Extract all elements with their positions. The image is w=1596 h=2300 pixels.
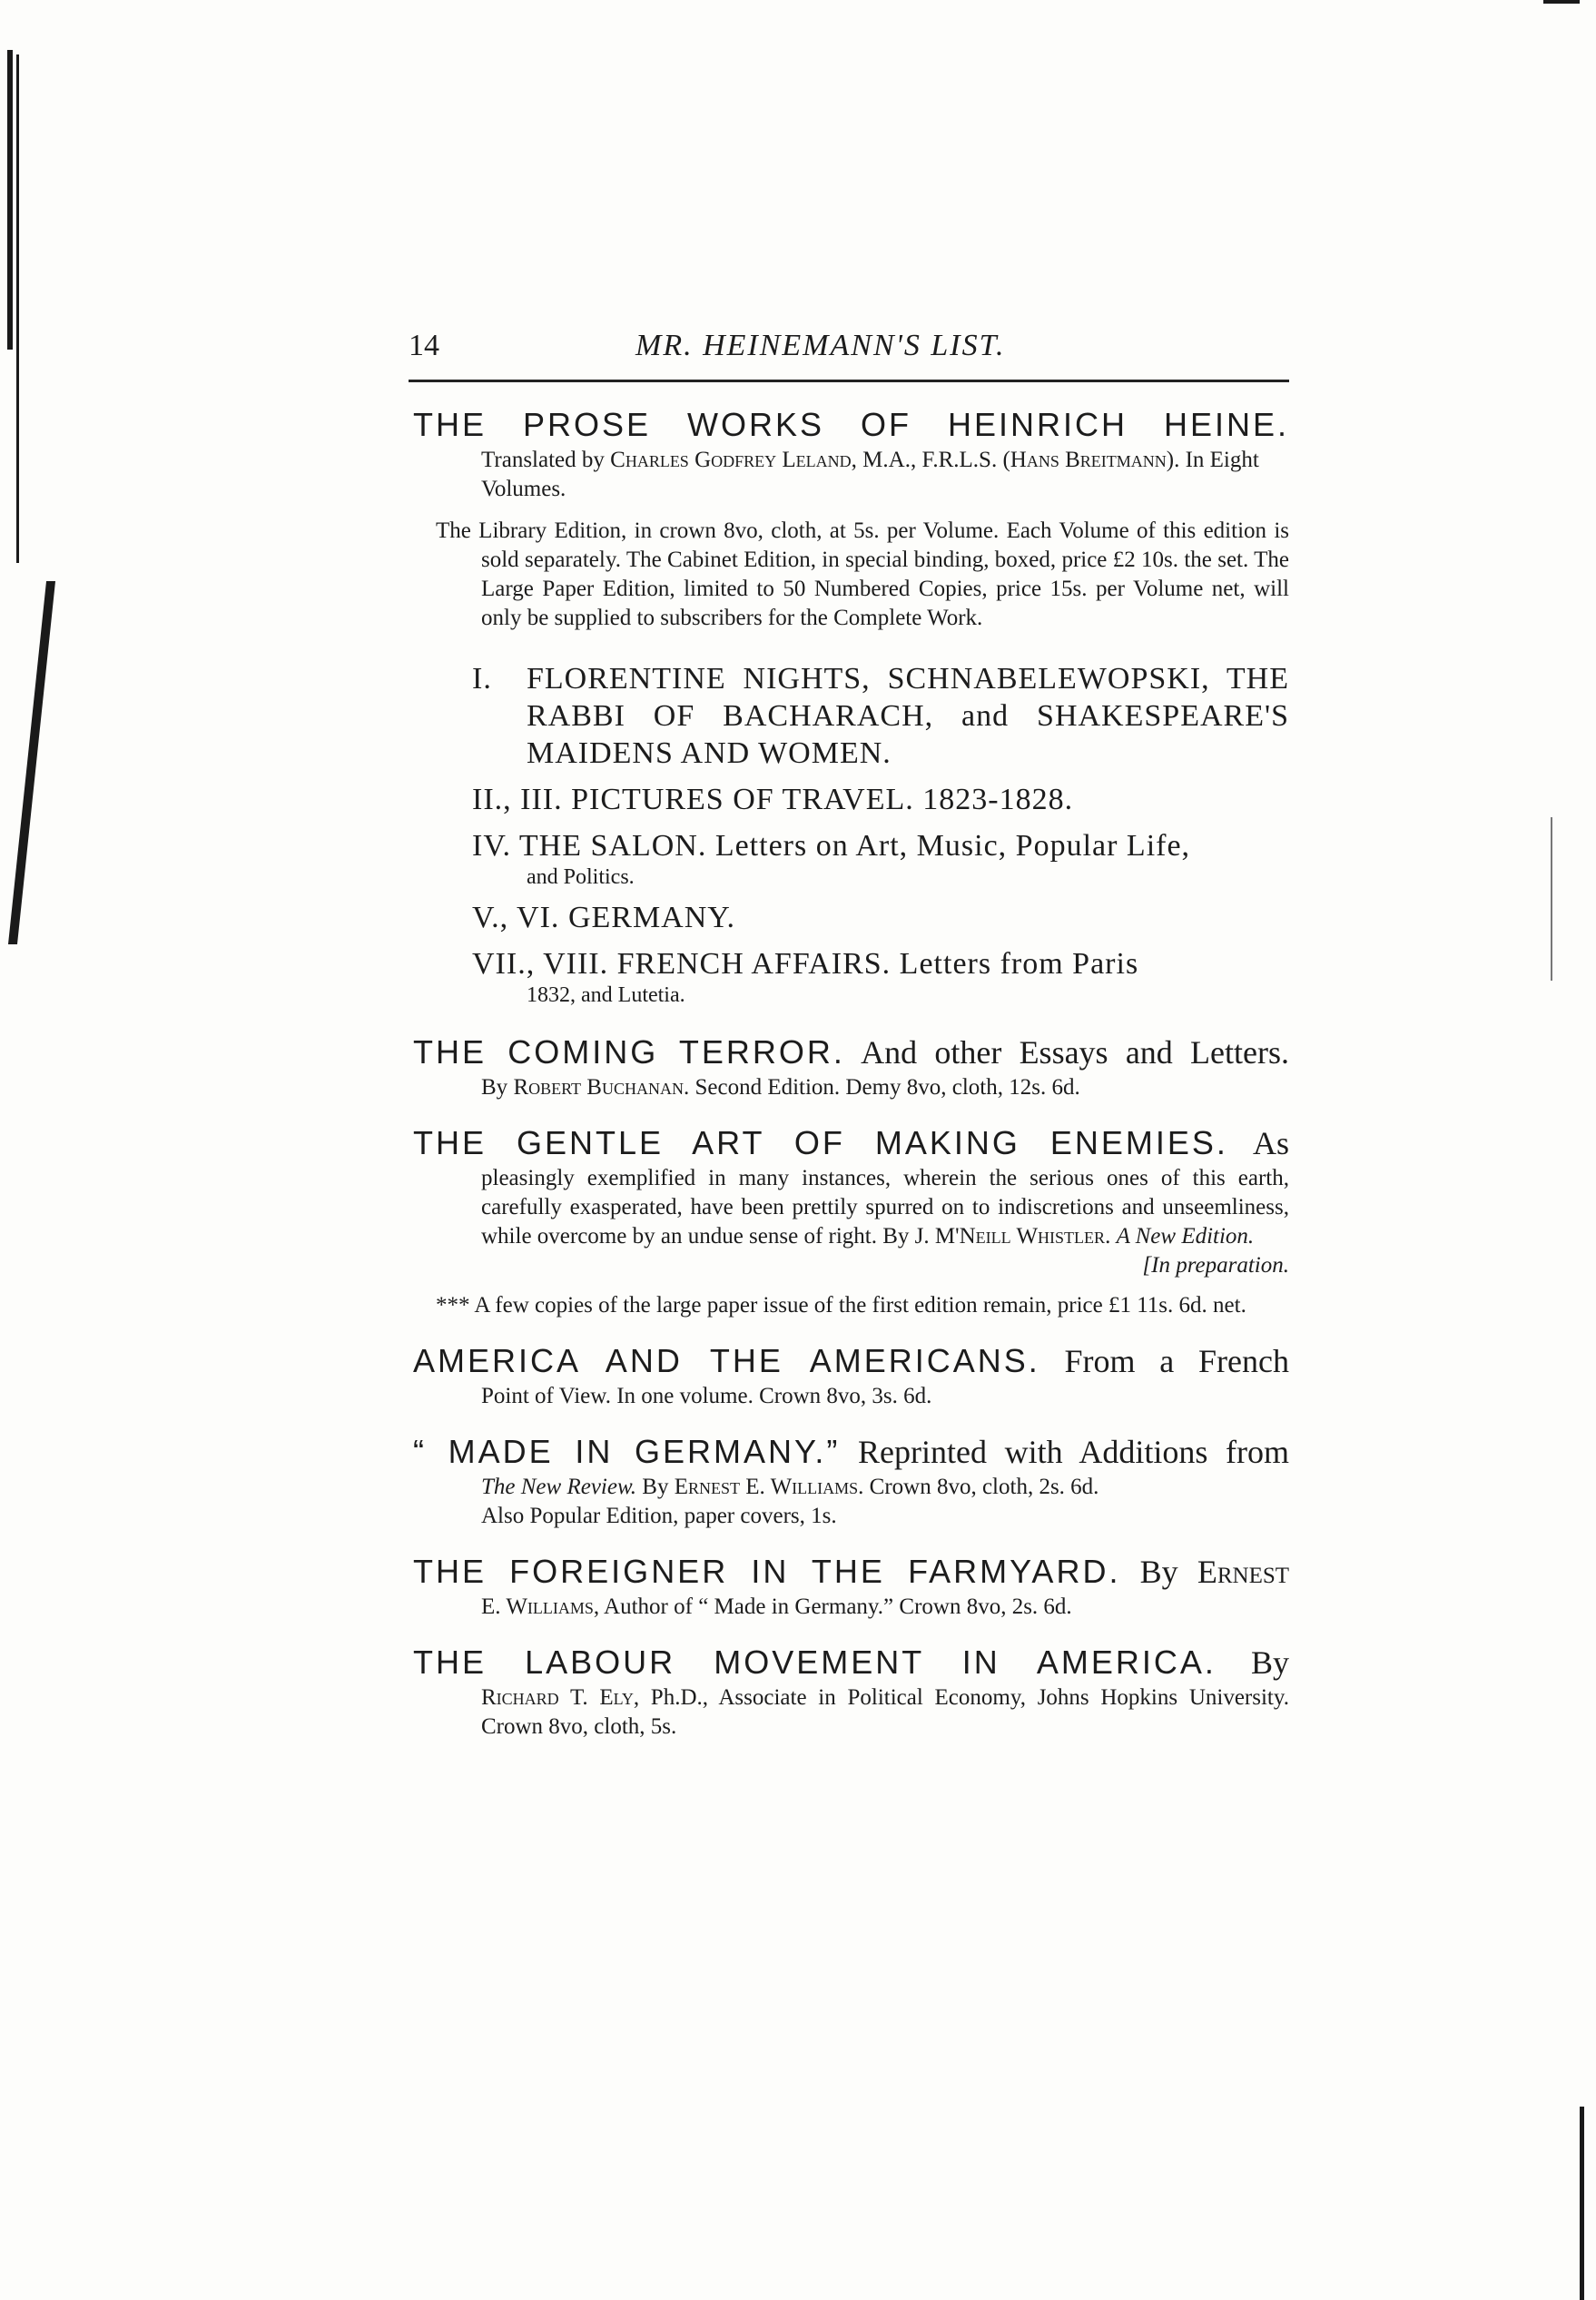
volume-number: I. (472, 662, 492, 696)
running-head: MR. HEINEMANN'S LIST. (635, 329, 1006, 362)
binding-edge-mark (16, 54, 19, 563)
entry-details: Richard T. Ely, Ph.D., Associate in Political Economy, Johns Hopkins University. Crown 8vo, cloth, 5s. (481, 1685, 1290, 1739)
binding-edge-mark (1580, 2107, 1584, 2300)
volume-title: THE SALON. Letters on Art, Music, Popular Life, (518, 829, 1191, 863)
publication-status: [In preparation. (1142, 1253, 1289, 1278)
page-number: 14 (409, 329, 439, 362)
volume-title: PICTURES OF TRAVEL. 1823-1828. (571, 783, 1074, 816)
entry-editions-note: The Library Edition, in crown 8vo, cloth, at 5s. per Volume. Each Volume of this edition is sold separately. The Cabinet Edition, in special binding, boxed, price £2 10s. the set. The Large Paper Edition, limited to 50 Numbered Copies, price 15s. per Volume net, will only be supplied to subscribers for the Complete Work. (436, 518, 1289, 630)
binding-edge-mark (8, 581, 55, 944)
entry-title: THE COMING TERROR. (413, 1033, 845, 1071)
volume-item (472, 827, 1289, 890)
header-rule (409, 380, 1289, 382)
entry-title: AMERICA AND THE AMERICANS. (413, 1342, 1040, 1379)
entry-title: THE GENTLE ART OF MAKING ENEMIES. (413, 1124, 1228, 1161)
entry-translator-line: Translated by Charles Godfrey Leland, M.A., F.R.L.S. (Hans Breitmann). In Eight Volumes. (481, 448, 1259, 501)
volume-item (472, 660, 1289, 772)
entry-heine-prose-works (413, 404, 1289, 1008)
volume-title: FRENCH AFFAIRS. Letters from Paris (616, 947, 1139, 981)
entry-made-in-germany (413, 1431, 1289, 1531)
page-header (409, 329, 1289, 374)
entry-title: THE FOREIGNER IN THE FARMYARD. (413, 1553, 1121, 1590)
entry-gentle-art (413, 1122, 1289, 1320)
volume-number: VII., VIII. (472, 947, 609, 981)
entry-title: THE PROSE WORKS OF HEINRICH HEINE. (413, 406, 1289, 443)
entry-coming-terror (413, 1032, 1289, 1102)
entry-title-line: THE COMING TERROR. And other Essays and Letters. (413, 1033, 1289, 1071)
volume-subtitle: 1832, and Lutetia. (527, 983, 685, 1007)
entry-title-line: THE GENTLE ART OF MAKING ENEMIES. As (413, 1124, 1289, 1161)
catalogue-list (413, 404, 1289, 1762)
entry-america-and-americans (413, 1340, 1289, 1411)
entry-title-line: “ MADE IN GERMANY.” Reprinted with Additions from (413, 1433, 1290, 1470)
binding-edge-mark (1551, 817, 1552, 981)
entry-title-line: THE FOREIGNER IN THE FARMYARD. By Ernest (413, 1553, 1290, 1590)
entry-popular-edition: Also Popular Edition, paper covers, 1s. (481, 1504, 837, 1528)
entry-details: E. Williams, Author of “ Made in Germany.” Crown 8vo, 2s. 6d. (481, 1594, 1072, 1619)
entry-details: By Robert Buchanan. Second Edition. Demy 8vo, cloth, 12s. 6d. (481, 1075, 1080, 1100)
volume-title: FLORENTINE NIGHTS, SCHNABELEWOPSKI, THE RABBI OF BACHARACH, and SHAKESPEARE'S MAIDENS AND WOMEN. (527, 662, 1289, 770)
entry-details: The New Review. By Ernest E. Williams. Crown 8vo, cloth, 2s. 6d. (481, 1475, 1099, 1499)
volume-title: GERMANY. (567, 901, 735, 934)
entry-details: Point of View. In one volume. Crown 8vo, 3s. 6d. (481, 1384, 932, 1408)
volume-number: V., VI. (472, 901, 560, 934)
entry-title-line: THE LABOUR MOVEMENT IN AMERICA. By (413, 1644, 1289, 1681)
entry-foreigner-farmyard (413, 1551, 1289, 1622)
large-paper-note: *** A few copies of the large paper issue of the first edition remain, price £1 11s. 6d. net. (436, 1293, 1246, 1318)
volume-item (472, 899, 1289, 936)
binding-edge-mark (7, 50, 13, 350)
volume-number: IV. (472, 829, 511, 863)
entry-title: THE LABOUR MOVEMENT IN AMERICA. (413, 1644, 1217, 1681)
volume-item (472, 945, 1289, 1008)
entry-title-line: AMERICA AND THE AMERICANS. From a French (413, 1342, 1289, 1379)
entry-labour-movement (413, 1642, 1289, 1742)
binding-edge-mark (1543, 0, 1580, 4)
entry-title: “ MADE IN GERMANY.” (413, 1433, 841, 1470)
volume-number: II., III. (472, 783, 563, 816)
entry-details: pleasingly exemplified in many instances, wherein the serious ones of this earth, carefully exasperated, have been prettily spurred on to indiscretions and unseemliness, while overcome by an undue sense of right. By J. M'Neill Whistler. A New Edition. (481, 1166, 1289, 1249)
volume-list (413, 660, 1289, 1008)
volume-subtitle: and Politics. (527, 865, 635, 889)
volume-item (472, 781, 1289, 818)
